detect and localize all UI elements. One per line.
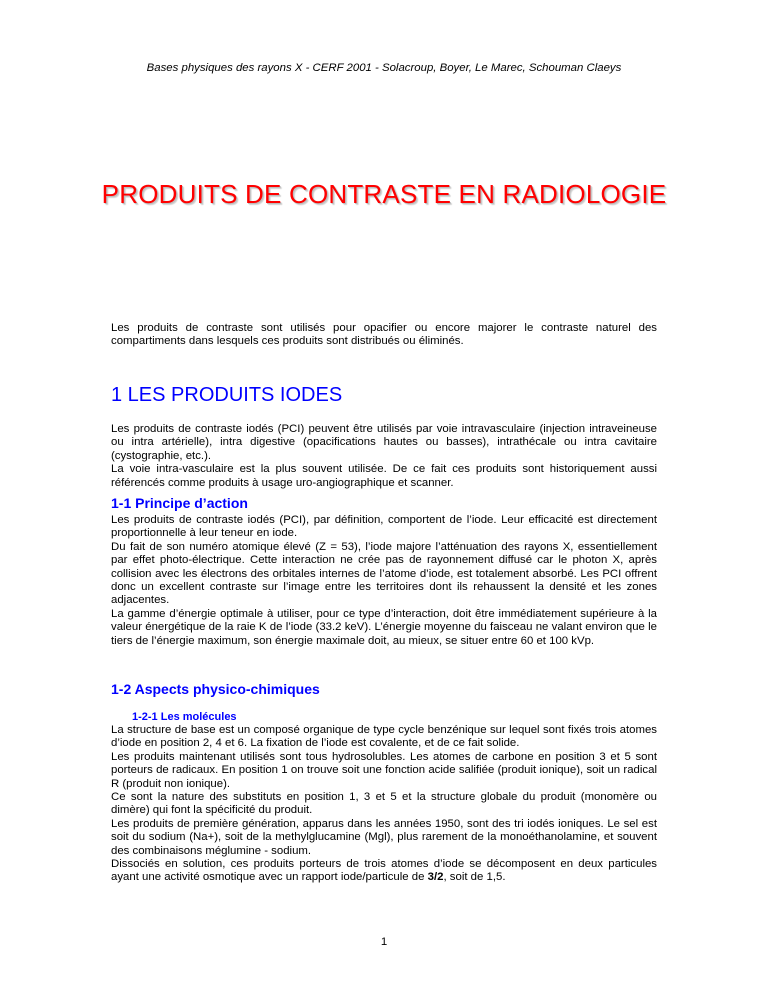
paragraph: Les produits de contraste iodés (PCI), par définition, comportent de l’iode. Leur efficacité est directement proportionnelle à leur teneur en iode. xyxy=(111,514,657,540)
paragraph: Ce sont la nature des substituts en position 1, 3 et 5 et la structure globale du produit (monomère ou dimère) qui font la spécificité du produit. xyxy=(111,791,657,817)
paragraph: La structure de base est un composé organique de type cycle benzénique sur lequel sont fixés trois atomes d’iode en position 2, 4 et 6. La fixation de l’iode est covalente, et de ce fait solide. xyxy=(111,724,657,750)
document-title: PRODUITS DE CONTRASTE EN RADIOLOGIE xyxy=(101,179,667,209)
paragraph: Les produits de contraste iodés (PCI) peuvent être utilisés par voie intravasculaire (injection intraveineuse ou intra artérielle), intra digestive (opacifications hautes ou basses), intrathécale ou intra cavitaire (cystographie, etc.). xyxy=(111,423,657,462)
paragraph xyxy=(111,858,657,885)
paragraph: Les produits de première génération, apparus dans les années 1950, sont des tri iodés ioniques. Le sel est soit du sodium (Na+), soit de la methylglucamine (Mgl), plus rarement de la monoéthanolamine, et souvent des combinaisons méglumine - sodium. xyxy=(111,817,657,857)
intro-paragraph: Les produits de contraste sont utilisés pour opacifier ou encore majorer le contraste naturel des compartiments dans lesquels ces produits sont distribués ou éliminés. xyxy=(111,322,657,348)
section-1-body xyxy=(111,423,657,490)
running-header: Bases physiques des rayons X - CERF 2001 - Solacroup, Boyer, Le Marec, Schouman Claeys xyxy=(146,62,622,74)
intro-block xyxy=(111,322,657,349)
page-number: 1 xyxy=(380,936,388,948)
section-1-2-heading: 1-2 Aspects physico-chimiques xyxy=(111,681,320,697)
paragraph-text: , soit de 1,5. xyxy=(443,871,506,884)
paragraph-text: Dissociés en solution, ces produits porteurs de trois atomes d’iode se décomposent en deux particules ayant une activité osmotique avec un rapport iode/particule de xyxy=(111,858,657,884)
section-1-2-1-body xyxy=(111,724,657,885)
section-1-1-body xyxy=(111,514,657,648)
paragraph: Les produits maintenant utilisés sont tous hydrosolubles. Les atomes de carbone en position 3 et 5 sont porteurs de radicaux. En position 1 on trouve soit une fonction acide salifiée (produit ionique), soit un radical R (produit non ionique). xyxy=(111,750,657,790)
paragraph: La voie intra-vasculaire est la plus souvent utilisée. De ce fait ces produits sont historiquement aussi référencés comme produits à usage uro-angiographique et scanner. xyxy=(111,463,657,489)
section-1-1-heading: 1-1 Principe d’action xyxy=(111,495,248,511)
ratio-value: 3/2 xyxy=(427,871,444,884)
paragraph: Du fait de son numéro atomique élevé (Z = 53), l’iode majore l’atténuation des rayons X, essentiellement par effet photo-électrique. Cette interaction ne crée pas de rayonnement diffusé car le photon X, après collision avec les électrons des orbitales internes de l’atome d’iode, est totalement absorbé. Les PCI offrent donc un excellent contraste sur l’image entre les territoires dont ils rehaussent la densité et les zones adjacentes. xyxy=(111,540,657,607)
paragraph: La gamme d’énergie optimale à utiliser, pour ce type d’interaction, doit être immédiatement supérieure à la valeur énergétique de la raie K de l’iode (33.2 keV). L’énergie moyenne du faisceau ne valant environ que le tiers de l’énergie maximum, son énergie maximale doit, au mieux, se situer entre 60 et 100 kVp. xyxy=(111,607,657,647)
section-1-heading: 1 LES PRODUITS IODES xyxy=(111,384,343,406)
section-1-2-1-heading: 1-2-1 Les molécules xyxy=(132,711,237,723)
